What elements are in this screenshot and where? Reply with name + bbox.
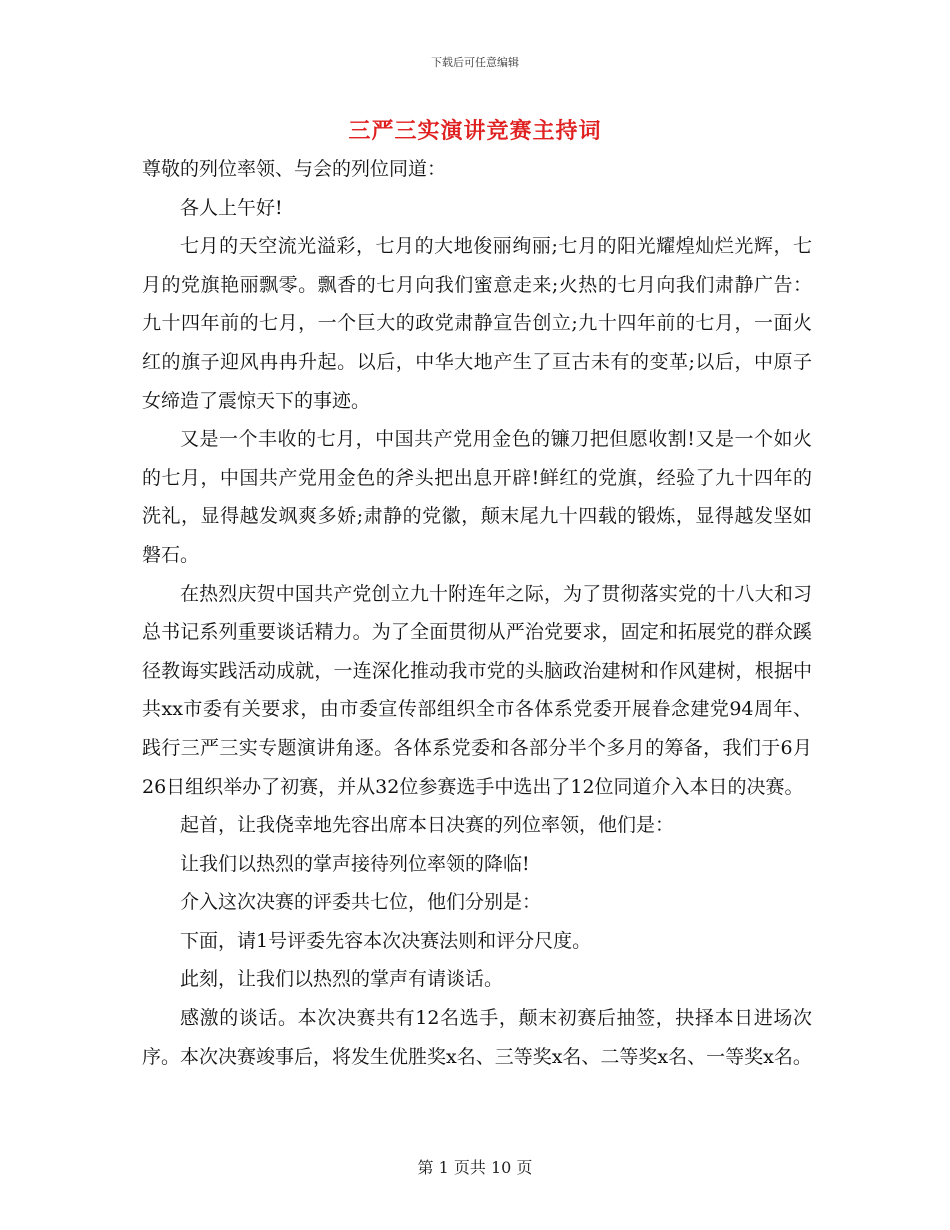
body-paragraph: 感激的谈话。本次决赛共有12名选手，颠末初赛后抽签，抉择本日进场次序。本次决赛竣事后，将发生优胜奖x名、三等奖x名、二等奖x名、一等奖x名。	[142, 1007, 812, 1068]
body-paragraph: 又是一个丰收的七月，中国共产党用金色的镰刀把但愿收割!又是一个如火的七月，中国共产党用金色的斧头把出息开辟!鲜红的党旗，经验了九十四年的洗礼，显得越发飒爽多娇;肃静的党徽，颠末尾九十四载的锻炼，显得越发坚如磐石。	[142, 428, 812, 566]
document-title: 三严三实演讲竞赛主持词	[348, 118, 602, 144]
salutation-paragraph: 尊敬的列位率领、与会的列位同道：	[142, 158, 447, 180]
body-paragraph: 此刻，让我们以热烈的掌声有请谈话。	[180, 968, 504, 991]
body-paragraph: 下面，请1号评委先容本次决赛法则和评分尺度。	[180, 929, 592, 952]
body-paragraph: 介入这次决赛的评委共七位，他们分别是：	[180, 891, 542, 914]
greeting-paragraph: 各人上午好!	[180, 196, 283, 219]
body-paragraph: 起首，让我侥幸地先容出席本日决赛的列位率领，他们是：	[180, 814, 675, 837]
document-body	[142, 150, 812, 1076]
body-paragraph: 七月的天空流光溢彩，七月的大地俊丽绚丽;七月的阳光耀煌灿烂光辉，七月的党旗艳丽飘零。飘香的七月向我们蜜意走来;火热的七月向我们肃静广告：九十四年前的七月，一个巨大的政党肃静宣告创立;九十四年前的七月，一面火红的旗子迎风冉冉升起。以后，中华大地产生了亘古未有的变革;以后，中原子女缔造了震惊天下的事迹。	[142, 235, 812, 412]
header-note: 下载后可任意编辑	[431, 56, 519, 69]
body-paragraph: 在热烈庆贺中国共产党创立九十附连年之际，为了贯彻落实党的十八大和习总书记系列重要谈话精力。为了全面贯彻从严治党要求，固定和拓展党的群众蹊径教诲实践活动成就，一连深化推动我市党的头脑政治建树和作风建树，根据中共xx市委有关要求，由市委宣传部组织全市各体系党委开展眷念建党94周年、践行三严三实专题演讲角逐。各体系党委和各部分半个多月的筹备，我们于6月26日组织举办了初赛，并从32位参赛选手中选出了12位同道介入本日的决赛。	[142, 582, 812, 798]
page-number-footer: 第 1 页共 10 页	[417, 1158, 533, 1177]
body-paragraph: 让我们以热烈的掌声接待列位率领的降临!	[180, 852, 530, 875]
